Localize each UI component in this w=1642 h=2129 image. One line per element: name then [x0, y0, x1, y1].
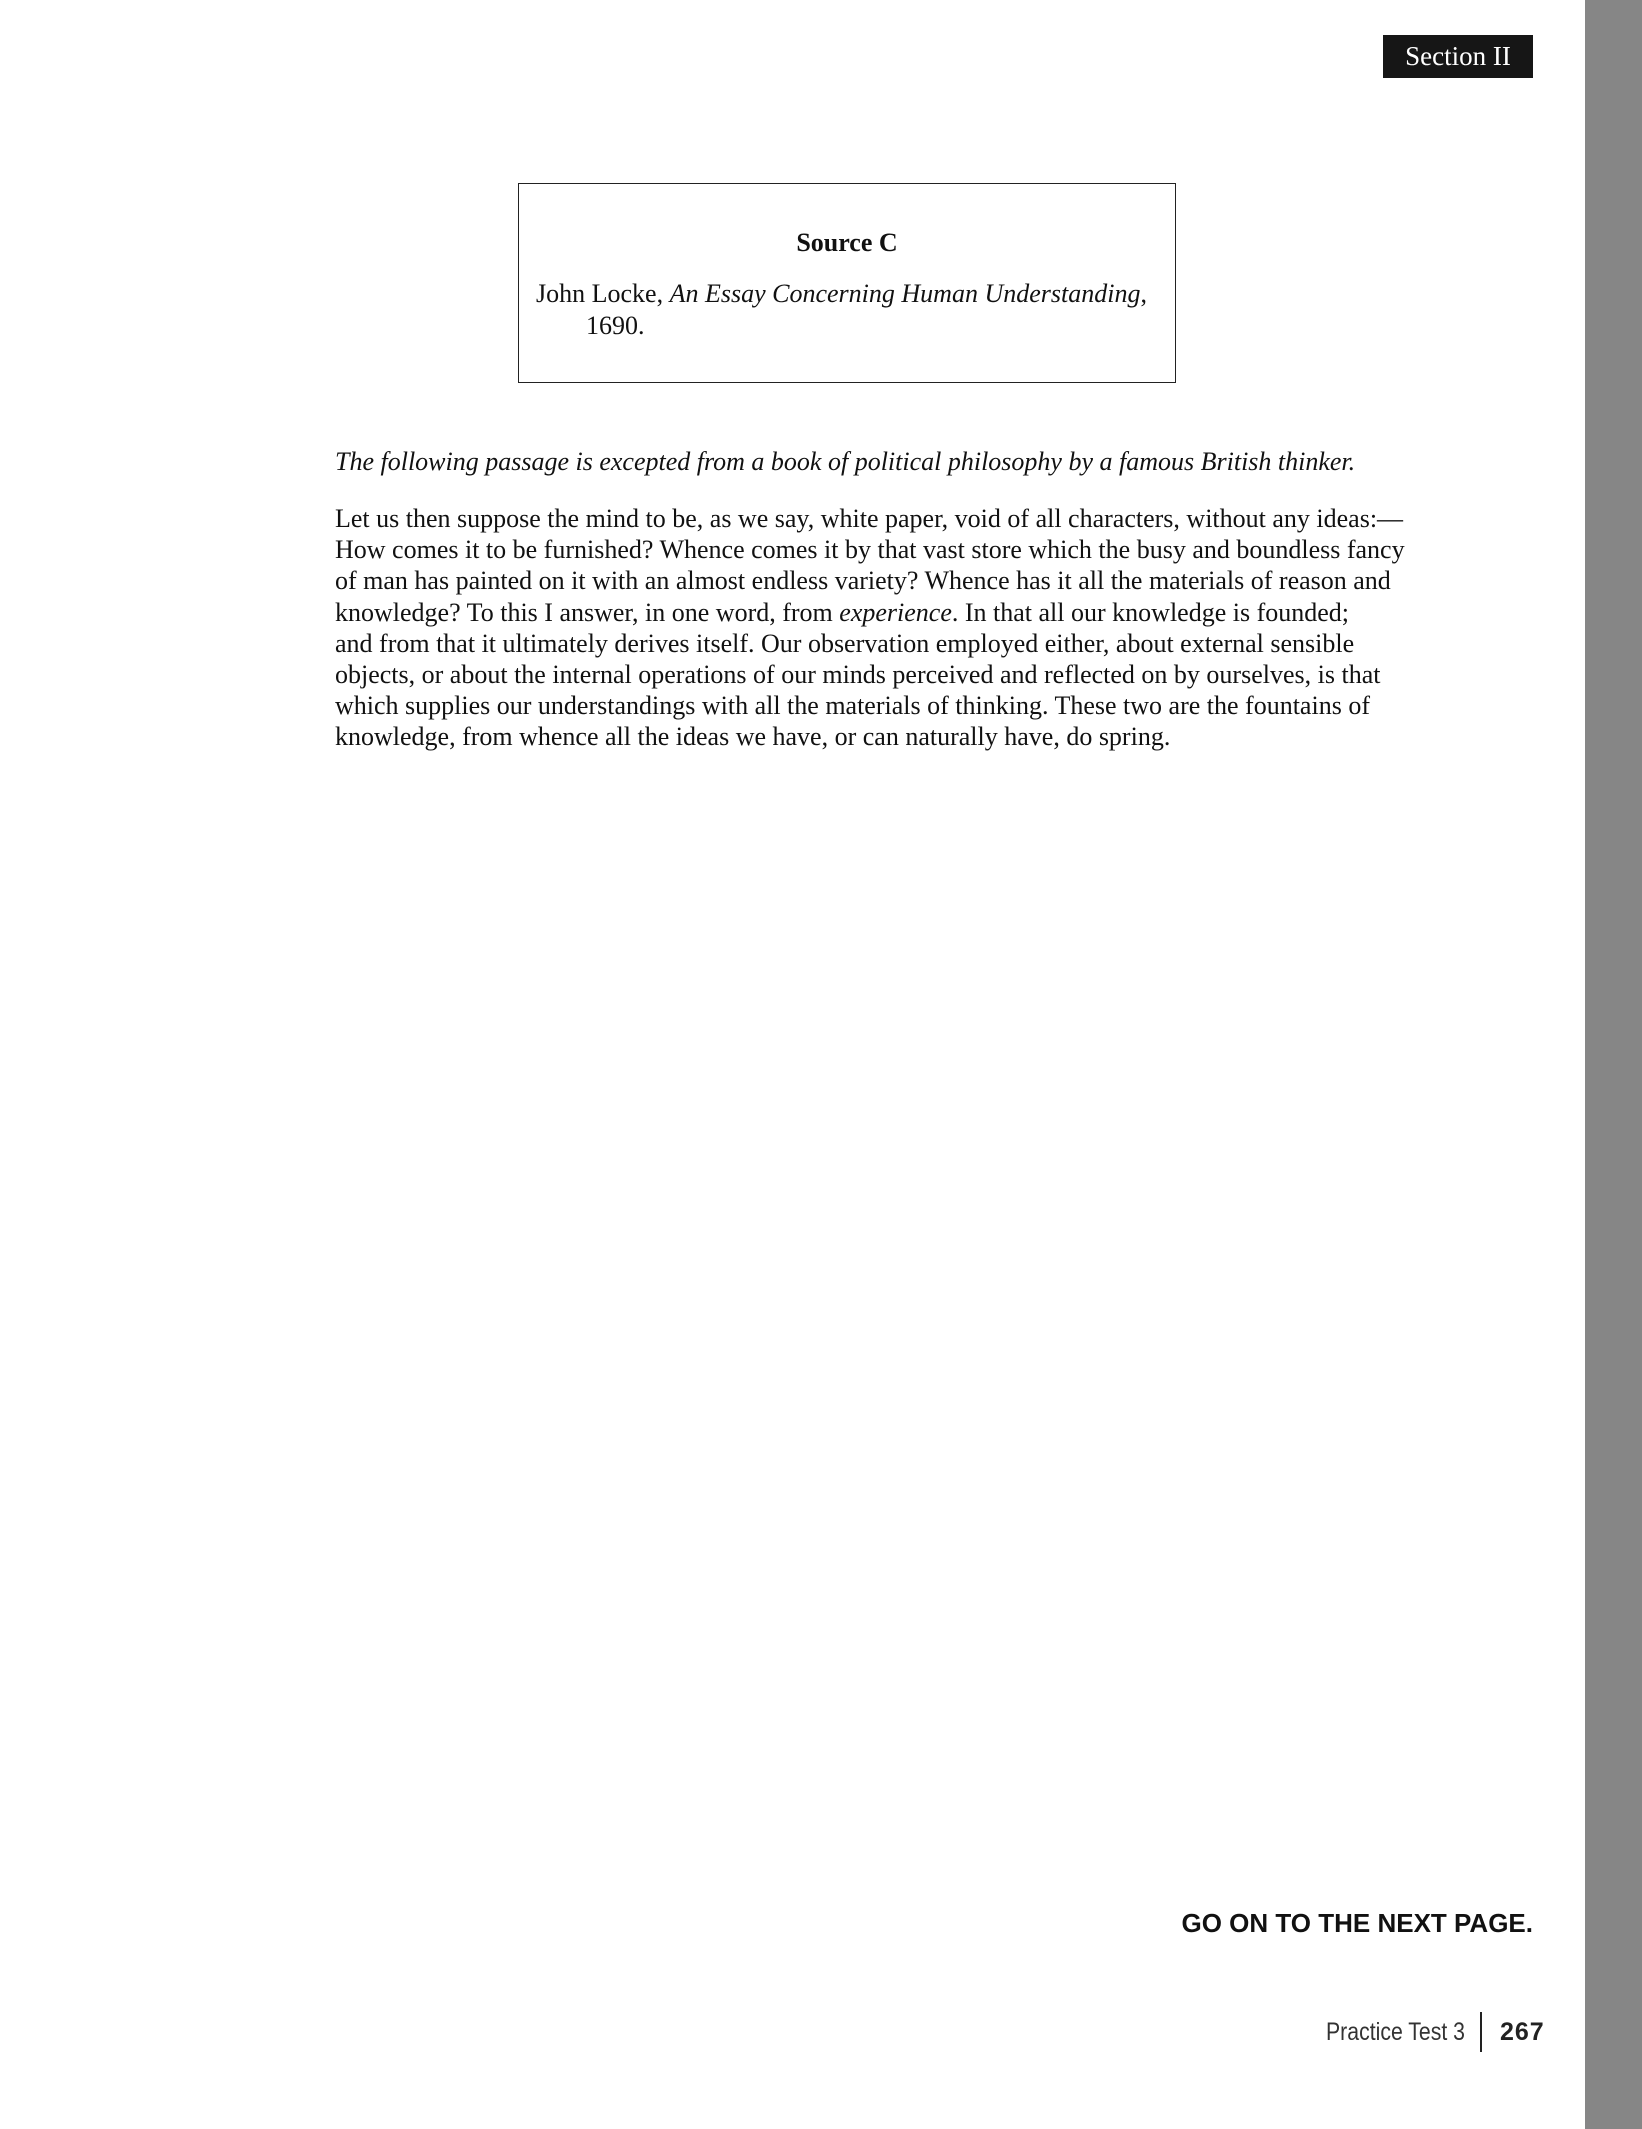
passage-line: knowledge, from whence all the ideas we have, or can naturally have, do spring. — [335, 722, 1171, 752]
citation-comma: , — [1140, 279, 1147, 308]
citation-year: 1690. — [586, 311, 645, 340]
passage-line — [335, 597, 1435, 628]
passage-line: and from that it ultimately derives itself. Our observation employed either, about external sensible — [335, 628, 1355, 658]
passage-line: objects, or about the internal operations of our minds perceived and reflected on by ourselves, is that — [335, 660, 1381, 690]
next-page-instruction: GO ON TO THE NEXT PAGE. — [1181, 1908, 1533, 1938]
passage-text — [335, 503, 1435, 753]
page-edge-bar — [1585, 0, 1642, 2129]
source-title: Source C — [796, 228, 898, 257]
footer-divider — [1480, 2012, 1482, 2052]
passage-line: Let us then suppose the mind to be, as we say, white paper, void of all characters, without any ideas:— — [335, 504, 1404, 533]
page-number: 267 — [1500, 2018, 1545, 2046]
source-box — [518, 183, 1176, 383]
citation-author: John Locke, — [536, 279, 670, 308]
passage-segment: . In that all our knowledge is founded; — [951, 597, 1350, 627]
passage-segment: knowledge? To this I answer, in one word, from — [335, 597, 840, 627]
footer-test-label: Practice Test 3 — [1326, 2018, 1465, 2046]
citation-line-1 — [536, 278, 1156, 310]
section-badge: Section II — [1383, 35, 1533, 78]
source-citation — [536, 278, 1156, 342]
passage-emphasis: experience — [839, 597, 952, 627]
passage-intro: The following passage is excepted from a book of political philosophy by a famous British thinker. — [335, 447, 1356, 476]
citation-work-title: An Essay Concerning Human Understanding — [669, 279, 1141, 308]
passage-line: of man has painted on it with an almost endless variety? Whence has it all the materials of reason and — [335, 566, 1391, 596]
passage-line: How comes it to be furnished? Whence comes it by that vast store which the busy and boundless fancy — [335, 535, 1405, 565]
passage-line: which supplies our understandings with all the materials of thinking. These two are the fountains of — [335, 691, 1370, 721]
